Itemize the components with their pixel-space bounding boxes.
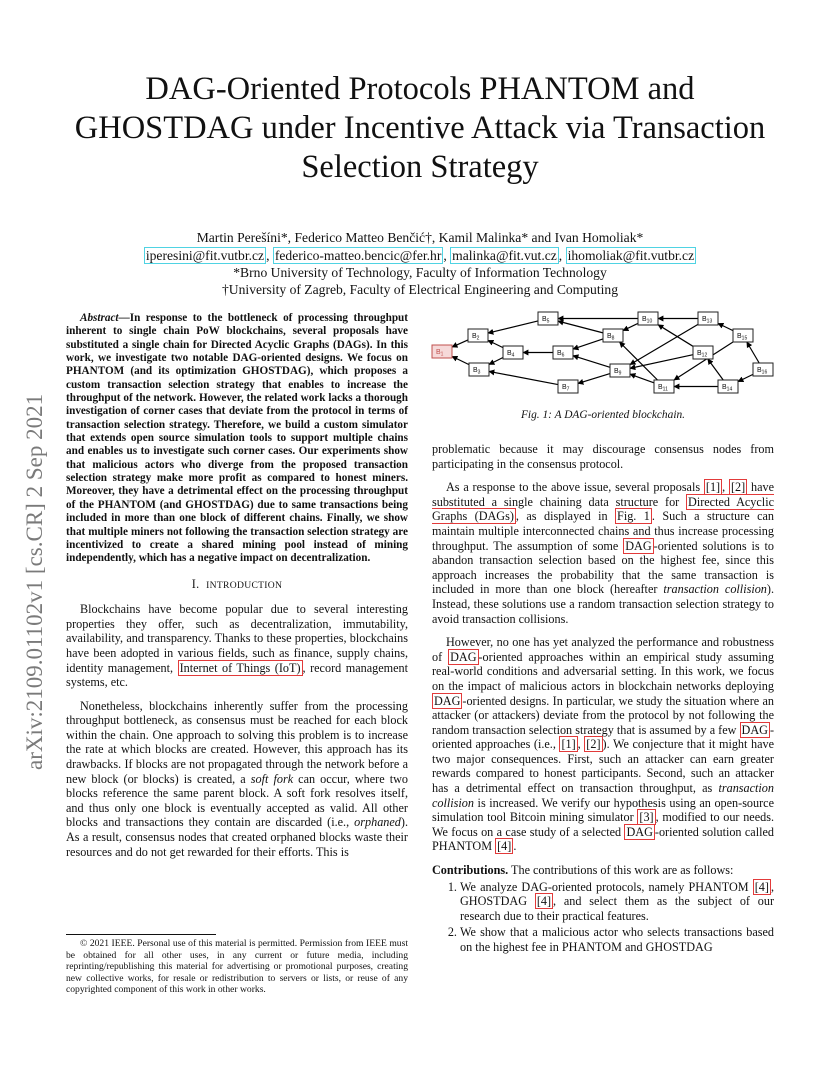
abstract — [66, 312, 408, 566]
copyright-footnote: © 2021 IEEE. Personal use of this material is permitted. Permission from IEEE must be obtained for all other uses, in any current or future media, including reprinting/republishing this material for advertising or promotional purposes, creating new collective works, for resale or redistribution to servers or lists, or reuse of any copyrighted component of this work in other works. — [66, 938, 408, 996]
acronym-link-dag[interactable]: DAG — [450, 649, 477, 664]
right-paragraph-0: problematic because it may discourage consensus nodes from participating in the consensus protocol. — [432, 442, 774, 471]
left-column — [66, 312, 408, 859]
affiliation-zagreb: †University of Zagreb, Faculty of Electrical Engineering and Computing — [222, 282, 618, 297]
dag-block-label: $B_6$ — [557, 350, 565, 359]
dag-edge-b8-b6 — [573, 339, 603, 349]
email-link[interactable]: iperesini@fit.vutbr.cz — [145, 248, 265, 263]
dag-edge-b15-b13 — [718, 323, 733, 330]
dag-block-label: $B_{10}$ — [642, 316, 653, 325]
citation-link[interactable]: [3] — [639, 810, 654, 825]
contribution-item: 2. We show that a malicious actor who selects transactions based on the highest fee in PHANTOM and GHOSTDAG — [460, 925, 774, 954]
author-list: Martin Perešíni*, Federico Matteo Benčić†, Kamil Malinka* and Ivan Homoliak* — [196, 230, 644, 245]
dag-edge-b3-b1 — [452, 356, 469, 364]
dag-block-label: $B_8$ — [607, 333, 615, 342]
citation-link[interactable]: [4] — [754, 879, 769, 894]
dag-block-b4 — [503, 346, 523, 359]
citation-link[interactable]: [1] — [561, 737, 576, 752]
right-column — [432, 442, 774, 957]
dag-edge-b12-b10 — [658, 325, 693, 347]
affiliation-brno: *Brno University of Technology, Faculty of Information Technology — [233, 265, 607, 280]
dag-edge-b13-b9 — [630, 324, 698, 364]
citation-link[interactable]: [4] — [497, 839, 512, 854]
dag-block-label: $B_3$ — [473, 367, 481, 376]
abstract-text: —In response to the bottleneck of processing throughput inherent to single chain PoW blockchains, several proposals have substituted a single chain for Directed Acyclic Graphs (DAGs). In this work, we investigate two notable DAG-oriented designs. We focus on PHANTOM (and its optimization GHOSTDAG), which proposes a custom transaction selection strategy that enables to increase the throughput of the network. However, the related work lacks a thorough investigation of corner cases that deviate from the protocol in terms of transaction selection strategy. Therefore, we build a custom simulator that extends open source simulation tools to support multiple chains and enables us to investigate such corner cases. Our experiments show that malicious actors who diverge from the proposed transaction selection strategy make more profit as compared to honest miners. Moreover, they have a detrimental effect on the processing throughput of the PHANTOM (and GHOSTDAG) due to same transactions being included in more than one block of different chains. Finally, we show that multiple miners not following the transaction selection strategy are incentivized to create a shared mining pool instead of mining independently, which has a negative impact on decentralization. — [66, 312, 408, 565]
dag-edge-b11-b9 — [630, 374, 654, 383]
abstract-label: Abstract — [80, 312, 119, 324]
right-paragraph-1: As a response to the above issue, several proposals [1] , [2] have substituted a single chaining data structure for Directed Acyclic Graphs (DAGs) , as displayed in Fig. 1 . Such a structure can maintain multiple interconnected chains and thus increase processing throughput. The assumption of some DAG -oriented solutions is to abandon transaction selection based on the highest fee, since this approach increases the probability that the same transaction is included in more than one block (hereafter transaction collision). Instead, these solutions use a random transaction selection strategy to avoid transaction collisions. — [432, 480, 775, 626]
contribution-item: 1. We analyze DAG-oriented protocols, namely PHANTOM [4] , GHOSTDAG [4] , and select them as the subject of our research due to their practical features. — [460, 880, 774, 924]
dag-block-label: $B_1$ — [436, 349, 444, 358]
acronym-link-dag[interactable]: Directed Acyclic Graphs (DAGs) — [432, 494, 774, 524]
citation-link[interactable]: [2] — [586, 737, 601, 752]
dag-edge-b16-b14 — [738, 374, 753, 381]
section-title: INTRODUCTION — [206, 579, 283, 591]
dag-edge-b9-b7 — [578, 374, 610, 384]
dag-block-b12 — [693, 346, 713, 359]
acronym-link-dag[interactable]: DAG — [626, 824, 653, 839]
dag-block-label: $B_5$ — [542, 316, 550, 325]
author-emails: iperesini@fit.vutbr.cz , federico-matteo.bencic@fer.hr , malinka@fit.vut.cz , ihomoliak@fit.vutbr.cz — [145, 248, 695, 263]
arxiv-stamp — [12, 270, 52, 790]
dag-block-b3 — [469, 363, 489, 376]
right-paragraph-2: However, no one has yet analyzed the performance and robustness of DAG -oriented approaches within an empirical study assuming real-world conditions and adversarial setting. In this work, we focus on the impact of malicious actors in blockchain networks deploying DAG -oriented designs. In particular, we study the situation where an attacker (or attackers) deviate from the protocol by not following the random transaction selection strategy that is assumed by a few DAG -oriented approaches (i.e., [1] , [2] ). We conjecture that it might have two major consequences. First, such an attacker can earn greater rewards compared to honest participants. Second, such an attacker has a detrimental effect on transaction throughput, as transaction collision is increased. We verify our hypothesis using an open-source simulation tool Bitcoin mining simulator [3] , modified to our needs. We focus on a case study of a selected DAG -oriented solution called PHANTOM [4] . — [432, 635, 774, 854]
acronym-link-dag[interactable]: DAG — [434, 693, 461, 708]
dag-block-b2 — [468, 329, 488, 342]
dag-block-label: $B_{16}$ — [757, 367, 768, 376]
intro-paragraph-1: Blockchains have become popular due to several interesting properties they offer, such as decentralization, immutability, availability, and transparency. Thanks to these properties, blockchains have been adopted in various fields, such as finance, supply chains, identity management, Internet of Things (IoT) , record management systems, etc. — [66, 602, 408, 690]
dag-block-b6 — [553, 346, 573, 359]
dag-edge-b7-b3 — [489, 371, 558, 384]
dag-block-label: $B_{12}$ — [697, 350, 708, 359]
dag-edge-b5-b2 — [488, 321, 538, 333]
dag-block-label: $B_9$ — [614, 368, 622, 377]
dag-edge-b8-b5 — [558, 321, 603, 333]
dag-block-b11 — [654, 380, 674, 393]
citation-link[interactable]: [4] — [536, 894, 552, 909]
citation-link[interactable]: [1] — [705, 480, 721, 495]
email-link[interactable]: malinka@fit.vut.cz — [452, 248, 557, 263]
footnote-divider — [66, 934, 216, 935]
email-link[interactable]: ihomoliak@fit.vutbr.cz — [567, 248, 695, 263]
section-number: I. — [191, 576, 200, 591]
dag-block-label: $B_{13}$ — [702, 316, 713, 325]
dag-block-b9 — [610, 364, 630, 377]
dag-block-label: $B_{11}$ — [658, 384, 668, 393]
dag-block-b1 — [432, 345, 452, 358]
dag-edge-b2-b1 — [452, 340, 468, 347]
dag-edge-b16-b15 — [747, 342, 759, 363]
dag-edge-b14-b12 — [708, 359, 723, 380]
dag-edge-b4-b2 — [488, 340, 503, 347]
acronym-link-iot[interactable]: Internet of Things (IoT) — [179, 660, 301, 675]
dag-block-b8 — [603, 329, 623, 342]
dag-block-label: $B_{14}$ — [722, 384, 733, 393]
dag-block-b16 — [753, 363, 773, 376]
contributions-paragraph: Contributions. The contributions of this work are as follows: — [432, 863, 734, 878]
contributions-list — [432, 880, 774, 955]
dag-block-b7 — [558, 380, 578, 393]
dag-block-b10 — [638, 312, 658, 325]
figure-link[interactable]: Fig. 1 — [617, 509, 650, 524]
acronym-link-dag[interactable]: DAG — [625, 538, 652, 553]
dag-block-b13 — [698, 312, 718, 325]
dag-block-label: $B_4$ — [507, 350, 515, 359]
dag-block-b15 — [733, 329, 753, 342]
dag-block-label: $B_{15}$ — [737, 333, 748, 342]
dag-edge-b9-b6 — [573, 356, 610, 368]
contributions-label: Contributions. — [432, 863, 509, 878]
arxiv-id: arXiv:2109.01102v1 [cs.CR] 2 Sep 2021 — [22, 393, 47, 770]
dag-block-b5 — [538, 312, 558, 325]
figure-caption: Fig. 1: A DAG-oriented blockchain. — [520, 409, 686, 421]
acronym-link-dag[interactable]: DAG — [741, 722, 768, 737]
email-link[interactable]: federico-matteo.bencic@fer.hr — [274, 248, 442, 263]
dag-edge-b4-b3 — [489, 358, 503, 365]
citation-link[interactable]: [2] — [730, 480, 746, 495]
dag-edge-b10-b8 — [623, 323, 638, 330]
section-heading — [66, 577, 408, 594]
dag-block-b14 — [718, 380, 738, 393]
dag-figure — [428, 310, 780, 400]
dag-block-label: $B_2$ — [472, 333, 480, 342]
paper-title: DAG-Oriented Protocols PHANTOM and GHOSTDAG under Incentive Attack via Transaction Selection Strategy — [74, 71, 766, 185]
dag-block-label: $B_7$ — [562, 384, 570, 393]
intro-paragraph-2: Nonetheless, blockchains inherently suffer from the processing throughput bottleneck, as consensus must be reached for each block within the chain. One approach to solving this problem is to increase the rate at which blocks are created. However, this approach has its drawbacks. If blocks are not propagated through the network before a new block (or blocks) is created, a soft fork can occur, where two blocks reference the same parent block. A soft fork resolves itself, and thus only one block is eventually accepted as valid. All other blocks and transactions they contain are discarded (i.e., orphaned). As a result, consensus nodes that created orphaned blocks waste their resources and do not get rewarded for their efforts. This is — [66, 698, 409, 859]
